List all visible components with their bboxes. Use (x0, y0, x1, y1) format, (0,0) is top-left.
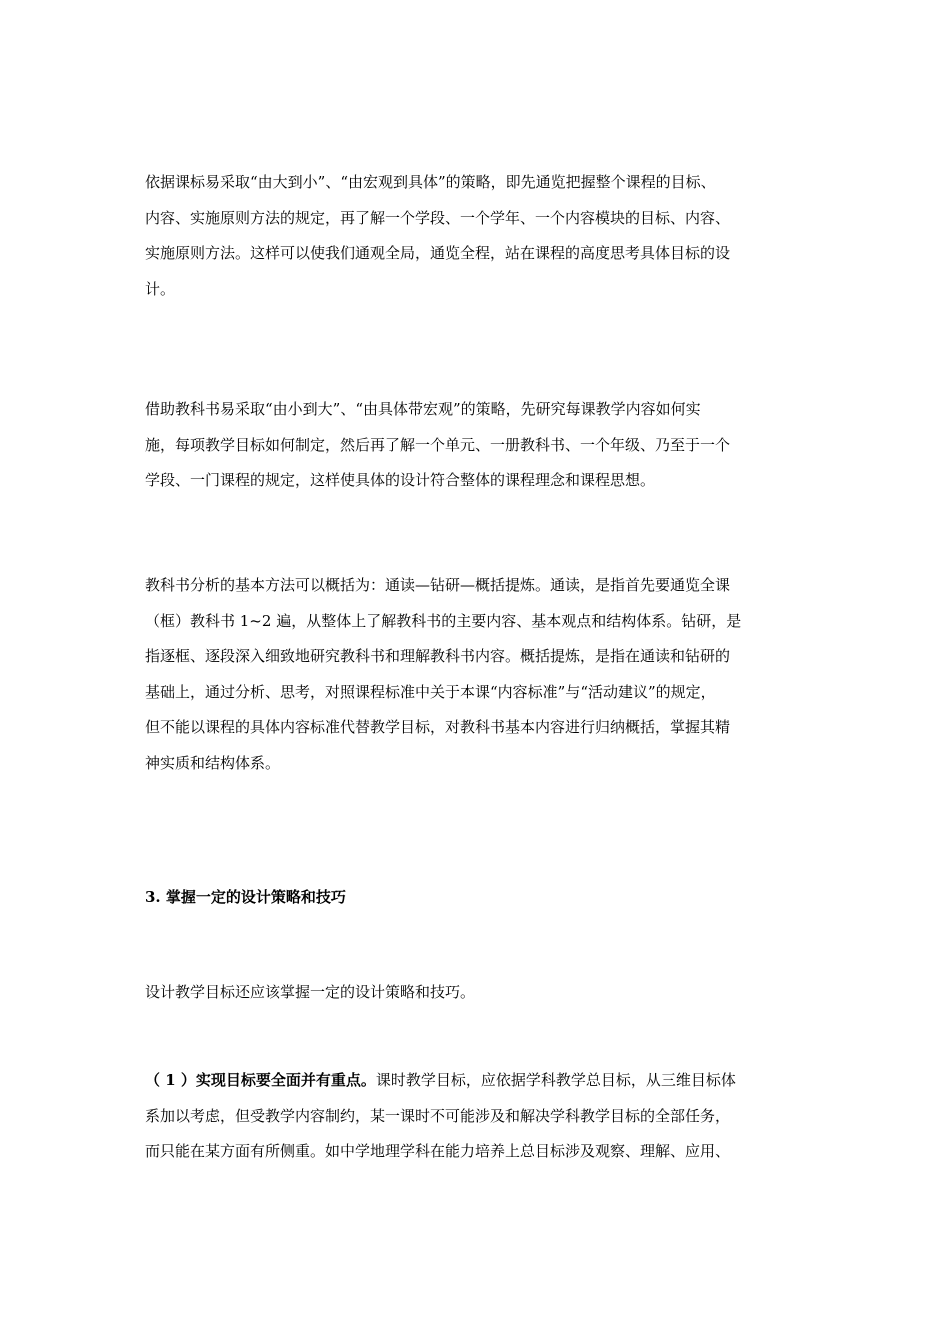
text-line: 指逐框、逐段深入细致地研究教科书和理解教科书内容。概括提炼，是指在通读和钻研的 (145, 647, 731, 665)
text-line: 系加以考虑，但受教学内容制约，某一课时不可能涉及和解决学科教学目标的全部任务， (145, 1106, 731, 1125)
paragraph-textbook-strategy (145, 392, 810, 499)
text-line: 计。 (145, 279, 176, 298)
text-line (145, 1063, 810, 1099)
paragraph-goal-comprehensive (145, 1063, 810, 1170)
paragraph-design-skills (145, 975, 810, 1011)
paragraph-textbook-analysis (145, 568, 810, 781)
text-line: 依据课标易采取“由大到小”、“由宏观到具体”的策略，即先通览把握整个课程的目标、 (145, 173, 716, 191)
paragraph-curriculum-strategy (145, 165, 810, 307)
text-line: 教科书分析的基本方法可以概括为：通读—钻研—概括提炼。通读，是指首先要通览全课 (145, 576, 731, 594)
text-line: 而只能在某方面有所侧重。如中学地理学科在能力培养上总目标涉及观察、理解、应用、 (145, 1142, 731, 1160)
section-heading: 3. 掌握一定的设计策略和技巧 (145, 888, 346, 906)
text-line: 学段、一门课程的规定，这样使具体的设计符合整体的课程理念和课程思想。 (145, 471, 656, 489)
text-run: 课时教学目标，应依据学科教学总目标，从三维目标体 (375, 1071, 736, 1089)
text-line: 施，每项教学目标如何制定，然后再了解一个单元、一册教科书、一个年级、乃至于一个 (145, 435, 731, 454)
text-line: （框）教科书 1~2 遍，从整体上了解教科书的主要内容、基本观点和结构体系。钻研，是 (145, 611, 742, 630)
text-line: 设计教学目标还应该掌握一定的设计策略和技巧。 (145, 983, 476, 1001)
text-line: 实施原则方法。这样可以使我们通观全局，通览全程，站在课程的高度思考具体目标的设 (145, 244, 731, 262)
text-line: 借助教科书易采取“由小到大”、“由具体带宏观”的策略，先研究每课教学内容如何实 (145, 400, 701, 418)
text-line: 基础上，通过分析、思考，对照课程标准中关于本课“内容标准”与“活动建议”的规定， (145, 682, 716, 701)
subheading-lead: （ 1 ）实现目标要全面并有重点。 (145, 1071, 376, 1089)
text-line: 内容、实施原则方法的规定，再了解一个学段、一个学年、一个内容模块的目标、内容、 (145, 208, 731, 227)
text-line: 神实质和结构体系。 (145, 753, 281, 772)
text-line: 但不能以课程的具体内容标准代替教学目标，对教科书基本内容进行归纳概括，掌握其精 (145, 718, 731, 736)
